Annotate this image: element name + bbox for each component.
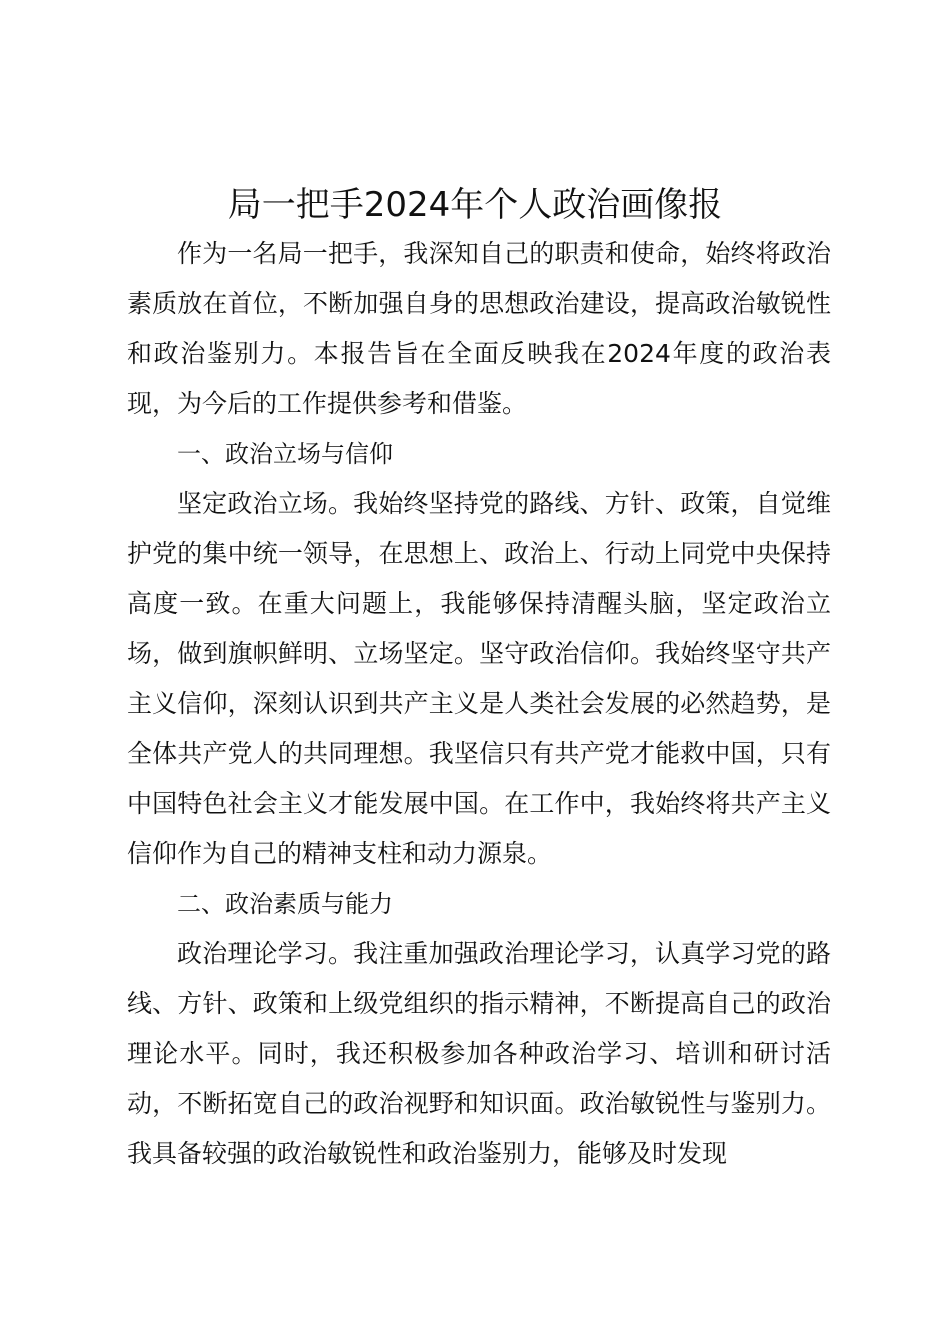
section-heading-political-quality: 二、政治素质与能力 bbox=[177, 890, 393, 918]
document-title: 局一把手2024年个人政治画像报 bbox=[227, 185, 723, 225]
section-paragraph-political-stance: 坚定政治立场。我始终坚持党的路线、方针、政策，自觉维护党的集中统一领导，在思想上、政治上、行动上同党中央保持高度一致。在重大问题上，我能够保持清醒头脑，坚定政治立场，做到旗帜鲜明、立场坚定。坚守政治信仰。我始终坚守共产主义信仰，深刻认识到共产主义是人类社会发展的必然趋势，是全体共产党人的共同理想。我坚信只有共产党才能救中国，只有中国特色社会主义才能发展中国。在工作中，我始终将共产主义信仰作为自己的精神支柱和动力源泉。 bbox=[127, 489, 831, 868]
document-body bbox=[127, 229, 831, 1179]
intro-paragraph: 作为一名局一把手，我深知自己的职责和使命，始终将政治素质放在首位，不断加强自身的思想政治建设，提高政治敏锐性和政治鉴别力。本报告旨在全面反映我在2024年度的政治表现，为今后的工作提供参考和借鉴。 bbox=[127, 239, 831, 418]
section-heading-political-stance: 一、政治立场与信仰 bbox=[177, 440, 393, 468]
section-paragraph-political-quality: 政治理论学习。我注重加强政治理论学习，认真学习党的路线、方针、政策和上级党组织的指示精神，不断提高自己的政治理论水平。同时，我还积极参加各种政治学习、培训和研讨活动，不断拓宽自己的政治视野和知识面。政治敏锐性与鉴别力。我具备较强的政治敏锐性和政治鉴别力，能够及时发现 bbox=[127, 939, 831, 1168]
